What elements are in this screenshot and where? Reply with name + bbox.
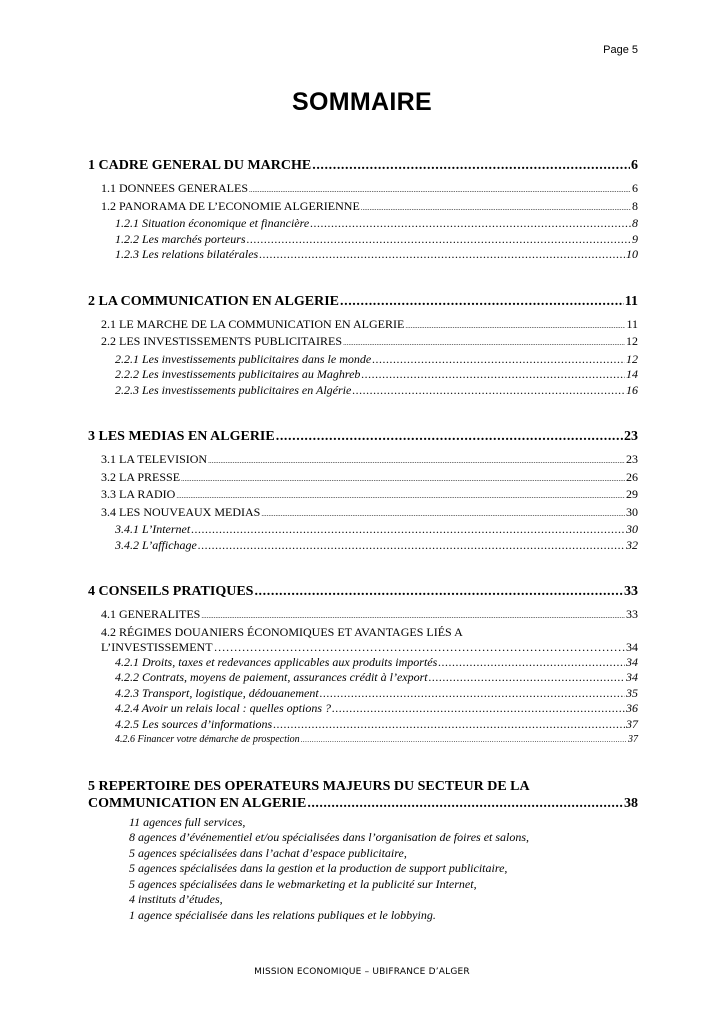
toc-entry-page: 10 <box>626 247 638 261</box>
toc-leader-dots <box>214 640 625 655</box>
note-line: 5 agences spécialisées dans la gestion et la production de support publicitaire, <box>129 861 508 875</box>
toc-entry-label: 4.2.6 Financer votre démarche de prospection <box>115 734 300 745</box>
toc-subsubsection-entry[interactable] <box>88 717 638 733</box>
toc-leader-dots <box>201 609 625 625</box>
toc-entry-page: 6 <box>631 158 638 173</box>
toc-subsubsection-entry[interactable] <box>88 732 638 749</box>
note-line: 5 agences spécialisées dans l’achat d’espace publicitaire, <box>129 845 407 860</box>
toc-entry-label: 2.1 LE MARCHE DE LA COMMUNICATION EN ALGERIE <box>101 316 405 331</box>
toc-section-5-title-line1[interactable]: 5 REPERTOIRE DES OPERATEURS MAJEURS DU SECTEUR DE LA <box>88 778 530 794</box>
page-number: Page 5 <box>603 44 638 56</box>
toc-entry-page: 37 <box>626 716 638 731</box>
toc-leader-dots <box>361 201 631 217</box>
toc-leader-dots <box>312 156 630 176</box>
toc-subsubsection-entry[interactable] <box>88 670 638 686</box>
note-line: 1 agence spécialisée dans les relations publiques et le lobbying. <box>129 907 436 922</box>
toc-leader-dots <box>310 216 631 232</box>
toc-subsubsection-entry[interactable] <box>88 686 638 702</box>
toc-subsubsection-entry[interactable] <box>88 247 638 263</box>
toc-subsection-entry[interactable] <box>88 470 638 488</box>
toc-entry-page: 32 <box>626 537 638 552</box>
toc-entry-label: COMMUNICATION EN ALGERIE <box>88 795 307 811</box>
toc-leader-dots <box>247 232 631 248</box>
toc-entry-page: 8 <box>632 216 638 230</box>
toc-entry-label: 3 LES MEDIAS EN ALGERIE <box>88 429 275 444</box>
toc-entry-page: 12 <box>626 351 638 366</box>
toc-leader-dots <box>372 352 625 368</box>
toc-entry-label: 1.2.1 Situation économique et financière <box>115 216 310 230</box>
note-line: 11 agences full services, <box>129 814 246 829</box>
page-footer: MISSION ECONOMIQUE – UBIFRANCE D’ALGER <box>254 967 470 977</box>
toc-entry-page: 12 <box>626 334 638 348</box>
toc-section-3 <box>88 427 638 553</box>
toc-entry-page: 30 <box>626 504 638 519</box>
toc-entry-label: 1.2.3 Les relations bilatérales <box>115 247 259 261</box>
toc-entry-label: 4.1 GENERALITES <box>101 607 201 621</box>
toc-entry-page: 6 <box>632 181 638 195</box>
toc-leader-dots <box>340 292 624 312</box>
toc-entry-label: 4.2.4 Avoir un relais local : quelles options ? <box>115 701 331 715</box>
toc-entry-page: 23 <box>624 429 638 444</box>
toc-leader-dots <box>438 655 625 671</box>
toc-entry-page: 11 <box>624 293 638 309</box>
toc-leader-dots <box>249 183 631 199</box>
toc-entry-label: 2.2.3 Les investissements publicitaires en Algérie <box>115 382 352 397</box>
toc-subsubsection-entry[interactable] <box>88 522 638 538</box>
toc-entry-page: 8 <box>632 198 638 213</box>
toc-leader-dots <box>301 733 627 749</box>
toc-leader-dots <box>276 427 623 447</box>
toc-entry-label: 2.2.1 Les investissements publicitaires dans le monde <box>115 351 372 366</box>
toc-section-2 <box>88 292 638 399</box>
toc-subsubsection-entry[interactable] <box>88 352 638 368</box>
toc-entry-page: 16 <box>626 382 638 397</box>
toc-section-4 <box>88 582 638 749</box>
toc-section-5-notes <box>88 815 638 924</box>
toc-subsection-entry[interactable] <box>88 607 638 625</box>
toc-entry-label: 3.3 LA RADIO <box>101 487 176 501</box>
page-title: SOMMAIRE <box>292 88 432 116</box>
table-of-contents <box>88 156 638 952</box>
toc-entry-label: 2.2 LES INVESTISSEMENTS PUBLICITAIRES <box>101 334 343 348</box>
toc-entry-page: 26 <box>626 469 638 484</box>
toc-entry-label: 2.2.2 Les investissements publicitaires au Maghreb <box>115 367 361 381</box>
toc-leader-dots <box>361 367 625 383</box>
toc-entry-label: 4 CONSEILS PRATIQUES <box>88 584 254 599</box>
toc-subsubsection-entry[interactable] <box>88 216 638 232</box>
toc-entry-page: 33 <box>626 607 638 621</box>
toc-leader-dots <box>261 507 625 523</box>
toc-leader-dots <box>254 582 623 602</box>
toc-entry-label: L’INVESTISSEMENT <box>101 639 213 654</box>
toc-subsubsection-entry[interactable] <box>88 538 638 554</box>
toc-entry-page: 34 <box>626 654 638 669</box>
toc-leader-dots <box>320 686 625 702</box>
toc-entry-page: 29 <box>626 487 638 501</box>
toc-subsection-entry[interactable] <box>88 452 638 470</box>
toc-subsubsection-entry[interactable] <box>88 701 638 717</box>
toc-entry-label: 3.1 LA TELEVISION <box>101 452 208 466</box>
toc-entry-label: 4.2 RÉGIMES DOUANIERS ÉCONOMIQUES ET AVANTAGES LIÉS A <box>101 624 463 639</box>
note-line: 5 agences spécialisées dans le webmarketing et la publicité sur Internet, <box>129 876 477 891</box>
toc-entry-label: 4.2.3 Transport, logistique, dédouanement <box>115 685 319 700</box>
toc-chapter-entry[interactable] <box>88 582 638 602</box>
toc-subsection-entry[interactable] <box>88 487 638 505</box>
toc-leader-dots <box>181 472 625 488</box>
toc-subsubsection-entry[interactable] <box>88 655 638 671</box>
toc-leader-dots <box>352 383 625 399</box>
note-line: 8 agences d’événementiel et/ou spécialisées dans l’organisation de foires et salons, <box>129 830 530 844</box>
toc-entry-label: 3.4.1 L’Internet <box>115 522 191 536</box>
toc-leader-dots <box>273 717 625 733</box>
toc-leader-dots <box>429 670 625 686</box>
toc-sections <box>88 156 638 749</box>
toc-entry-page: 34 <box>626 639 638 654</box>
note-line: 4 instituts d’études, <box>129 892 223 906</box>
toc-subsubsection-entry[interactable] <box>88 232 638 248</box>
toc-entry-page: 23 <box>626 452 638 466</box>
toc-entry-label: 4.2.5 Les sources d’informations <box>115 716 273 731</box>
toc-entry-page: 37 <box>628 734 638 745</box>
toc-leader-dots <box>198 538 625 554</box>
toc-entry-label: 3.4.2 L’affichage <box>115 537 197 552</box>
toc-entry-page: 11 <box>626 316 638 331</box>
toc-leader-dots <box>405 319 625 335</box>
toc-section-5-title-line2[interactable] <box>88 795 638 812</box>
toc-entry-label: 1.1 DONNEES GENERALES <box>101 181 248 195</box>
toc-entry-page: 14 <box>626 367 638 381</box>
toc-leader-dots <box>343 336 625 352</box>
toc-entry-page: 33 <box>624 584 638 599</box>
toc-entry-label: 4.2.1 Droits, taxes et redevances applicables aux produits importés <box>115 654 438 669</box>
toc-leader-dots <box>332 701 625 717</box>
toc-section-1 <box>88 156 638 263</box>
toc-leader-dots <box>307 795 623 812</box>
toc-subsection-entry[interactable] <box>88 181 638 199</box>
toc-leader-dots <box>259 247 625 263</box>
toc-subsection-entry[interactable] <box>88 625 638 655</box>
toc-leader-dots <box>176 489 625 505</box>
toc-entry-page: 36 <box>626 701 638 715</box>
toc-subsubsection-entry[interactable] <box>88 383 638 399</box>
toc-leader-dots <box>191 522 625 538</box>
toc-section-5 <box>88 778 638 924</box>
toc-entry-label: 2 LA COMMUNICATION EN ALGERIE <box>88 293 339 309</box>
toc-entry-label: 4.2.2 Contrats, moyens de paiement, assurances crédit à l’export <box>115 670 428 684</box>
toc-entry-page: 9 <box>632 231 638 246</box>
toc-entry-label: 1.2 PANORAMA DE L’ECONOMIE ALGERIENNE <box>101 198 360 213</box>
toc-entry-page: 38 <box>624 795 638 811</box>
toc-entry-page: 34 <box>626 670 638 684</box>
toc-subsection-entry[interactable] <box>88 505 638 523</box>
toc-subsection-entry[interactable] <box>88 334 638 352</box>
toc-chapter-entry[interactable] <box>88 292 638 312</box>
toc-entry-page: 35 <box>626 685 638 700</box>
toc-entry-label: 1 CADRE GENERAL DU MARCHE <box>88 158 312 173</box>
toc-entry-label: 3.2 LA PRESSE <box>101 469 181 484</box>
toc-subsection-entry[interactable] <box>88 317 638 335</box>
toc-leader-dots <box>208 454 625 470</box>
toc-subsubsection-entry[interactable] <box>88 367 638 383</box>
toc-entry-label: 1.2.2 Les marchés porteurs <box>115 231 246 246</box>
toc-chapter-entry[interactable] <box>88 156 638 176</box>
toc-entry-page: 30 <box>626 522 638 536</box>
toc-entry-continuation <box>101 640 638 655</box>
toc-subsection-entry[interactable] <box>88 199 638 217</box>
toc-entry-label: 3.4 LES NOUVEAUX MEDIAS <box>101 504 261 519</box>
toc-chapter-entry[interactable] <box>88 427 638 447</box>
